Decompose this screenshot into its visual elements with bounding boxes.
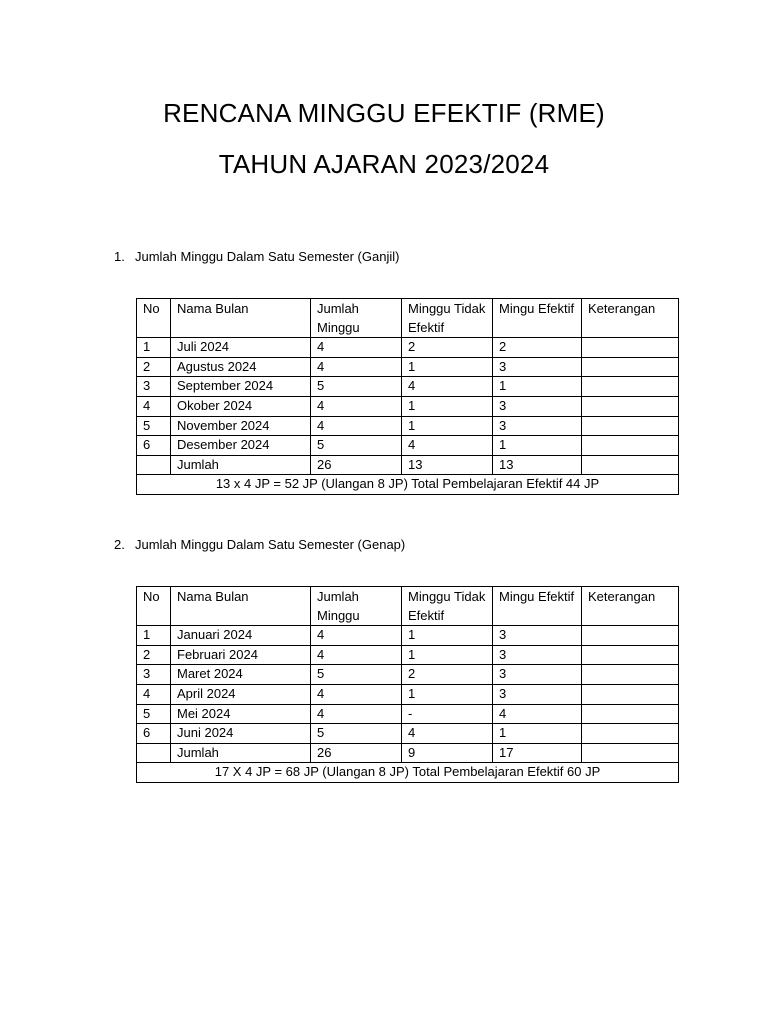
cell-no: 2: [137, 645, 171, 665]
cell-total-efektif: 13: [493, 455, 582, 475]
table-row: [137, 665, 679, 685]
table-row: [137, 357, 679, 377]
table-row: [137, 626, 679, 646]
cell-no: 2: [137, 357, 171, 377]
cell-keterangan: [582, 357, 679, 377]
cell-keterangan: [582, 665, 679, 685]
cell-bulan: Februari 2024: [171, 645, 311, 665]
cell-efektif: 2: [493, 338, 582, 358]
cell-tidak-efektif: 2: [402, 338, 493, 358]
cell-no: 5: [137, 704, 171, 724]
cell-jumlah: 4: [311, 396, 402, 416]
cell-tidak-efektif: 1: [402, 416, 493, 436]
table-genap: [136, 586, 679, 783]
cell-no: 5: [137, 416, 171, 436]
table-row: [137, 377, 679, 397]
cell-keterangan: [582, 743, 679, 763]
summary-cell: 13 x 4 JP = 52 JP (Ulangan 8 JP) Total Pembelajaran Efektif 44 JP: [137, 475, 679, 495]
section-number: 1.: [114, 249, 125, 264]
cell-no: 1: [137, 338, 171, 358]
cell-efektif: 3: [493, 684, 582, 704]
cell-jumlah: 5: [311, 377, 402, 397]
table-row: [137, 396, 679, 416]
cell-total-jumlah: 26: [311, 455, 402, 475]
header-cell: Mingu Efektif: [493, 299, 582, 338]
cell-efektif: 3: [493, 396, 582, 416]
cell-tidak-efektif: 1: [402, 396, 493, 416]
header-cell: Nama Bulan: [171, 587, 311, 626]
cell-keterangan: [582, 704, 679, 724]
cell-jumlah: 4: [311, 338, 402, 358]
cell-tidak-efektif: 4: [402, 377, 493, 397]
cell-keterangan: [582, 416, 679, 436]
cell-no: 4: [137, 396, 171, 416]
cell-keterangan: [582, 684, 679, 704]
table-header-row: [137, 587, 679, 626]
cell-no: 1: [137, 626, 171, 646]
cell-bulan: April 2024: [171, 684, 311, 704]
cell-total-label: Jumlah: [171, 743, 311, 763]
cell-bulan: Juli 2024: [171, 338, 311, 358]
cell-bulan: September 2024: [171, 377, 311, 397]
cell-tidak-efektif: 4: [402, 436, 493, 456]
cell-jumlah: 4: [311, 357, 402, 377]
cell-efektif: 4: [493, 704, 582, 724]
cell-bulan: Agustus 2024: [171, 357, 311, 377]
cell-total-efektif: 17: [493, 743, 582, 763]
cell-bulan: Maret 2024: [171, 665, 311, 685]
cell-tidak-efektif: 1: [402, 645, 493, 665]
cell-keterangan: [582, 455, 679, 475]
cell-jumlah: 5: [311, 436, 402, 456]
cell-no: [137, 743, 171, 763]
section-heading-text: Jumlah Minggu Dalam Satu Semester (Ganjil): [135, 249, 400, 264]
cell-tidak-efektif: 1: [402, 626, 493, 646]
table-row: [137, 684, 679, 704]
header-cell: No: [137, 587, 171, 626]
cell-keterangan: [582, 338, 679, 358]
table-row: [137, 416, 679, 436]
table-summary-row: [137, 763, 679, 783]
cell-tidak-efektif: 4: [402, 724, 493, 744]
cell-no: 3: [137, 665, 171, 685]
cell-jumlah: 5: [311, 665, 402, 685]
cell-keterangan: [582, 645, 679, 665]
cell-efektif: 3: [493, 416, 582, 436]
cell-tidak-efektif: -: [402, 704, 493, 724]
section-heading-genap: [114, 537, 405, 552]
header-cell: Keterangan: [582, 587, 679, 626]
cell-no: 6: [137, 436, 171, 456]
header-cell: Nama Bulan: [171, 299, 311, 338]
cell-efektif: 3: [493, 665, 582, 685]
section-heading-text: Jumlah Minggu Dalam Satu Semester (Genap): [135, 537, 406, 552]
header-cell: Jumlah Minggu: [311, 587, 402, 626]
table-total-row: [137, 743, 679, 763]
header-cell: Keterangan: [582, 299, 679, 338]
document-subtitle: TAHUN AJARAN 2023/2024: [218, 149, 550, 179]
cell-efektif: 1: [493, 724, 582, 744]
section-number: 2.: [114, 537, 125, 552]
table-row: [137, 645, 679, 665]
table-ganjil: [136, 298, 679, 495]
cell-keterangan: [582, 377, 679, 397]
header-cell: Minggu Tidak Efektif: [402, 587, 493, 626]
table-row: [137, 338, 679, 358]
header-cell: Minggu Tidak Efektif: [402, 299, 493, 338]
cell-jumlah: 4: [311, 416, 402, 436]
cell-jumlah: 5: [311, 724, 402, 744]
cell-no: 6: [137, 724, 171, 744]
document-title: RENCANA MINGGU EFEKTIF (RME): [163, 98, 605, 128]
cell-total-label: Jumlah: [171, 455, 311, 475]
summary-cell: 17 X 4 JP = 68 JP (Ulangan 8 JP) Total Pembelajaran Efektif 60 JP: [137, 763, 679, 783]
table-total-row: [137, 455, 679, 475]
cell-jumlah: 4: [311, 645, 402, 665]
cell-efektif: 3: [493, 645, 582, 665]
cell-bulan: Okober 2024: [171, 396, 311, 416]
cell-tidak-efektif: 1: [402, 357, 493, 377]
section-heading-ganjil: [114, 249, 399, 264]
cell-jumlah: 4: [311, 704, 402, 724]
cell-keterangan: [582, 396, 679, 416]
cell-efektif: 1: [493, 377, 582, 397]
cell-jumlah: 4: [311, 626, 402, 646]
cell-keterangan: [582, 436, 679, 456]
cell-bulan: November 2024: [171, 416, 311, 436]
table-summary-row: [137, 475, 679, 495]
cell-total-tidak-efektif: 9: [402, 743, 493, 763]
cell-bulan: Mei 2024: [171, 704, 311, 724]
cell-no: 4: [137, 684, 171, 704]
table-row: [137, 704, 679, 724]
cell-total-jumlah: 26: [311, 743, 402, 763]
table-header-row: [137, 299, 679, 338]
cell-no: [137, 455, 171, 475]
header-cell: No: [137, 299, 171, 338]
cell-keterangan: [582, 724, 679, 744]
cell-bulan: Januari 2024: [171, 626, 311, 646]
cell-keterangan: [582, 626, 679, 646]
cell-total-tidak-efektif: 13: [402, 455, 493, 475]
cell-bulan: Desember 2024: [171, 436, 311, 456]
table-row: [137, 436, 679, 456]
cell-tidak-efektif: 2: [402, 665, 493, 685]
cell-bulan: Juni 2024: [171, 724, 311, 744]
cell-jumlah: 4: [311, 684, 402, 704]
cell-tidak-efektif: 1: [402, 684, 493, 704]
cell-no: 3: [137, 377, 171, 397]
cell-efektif: 1: [493, 436, 582, 456]
header-cell: Mingu Efektif: [493, 587, 582, 626]
cell-efektif: 3: [493, 357, 582, 377]
table-row: [137, 724, 679, 744]
header-cell: Jumlah Minggu: [311, 299, 402, 338]
cell-efektif: 3: [493, 626, 582, 646]
